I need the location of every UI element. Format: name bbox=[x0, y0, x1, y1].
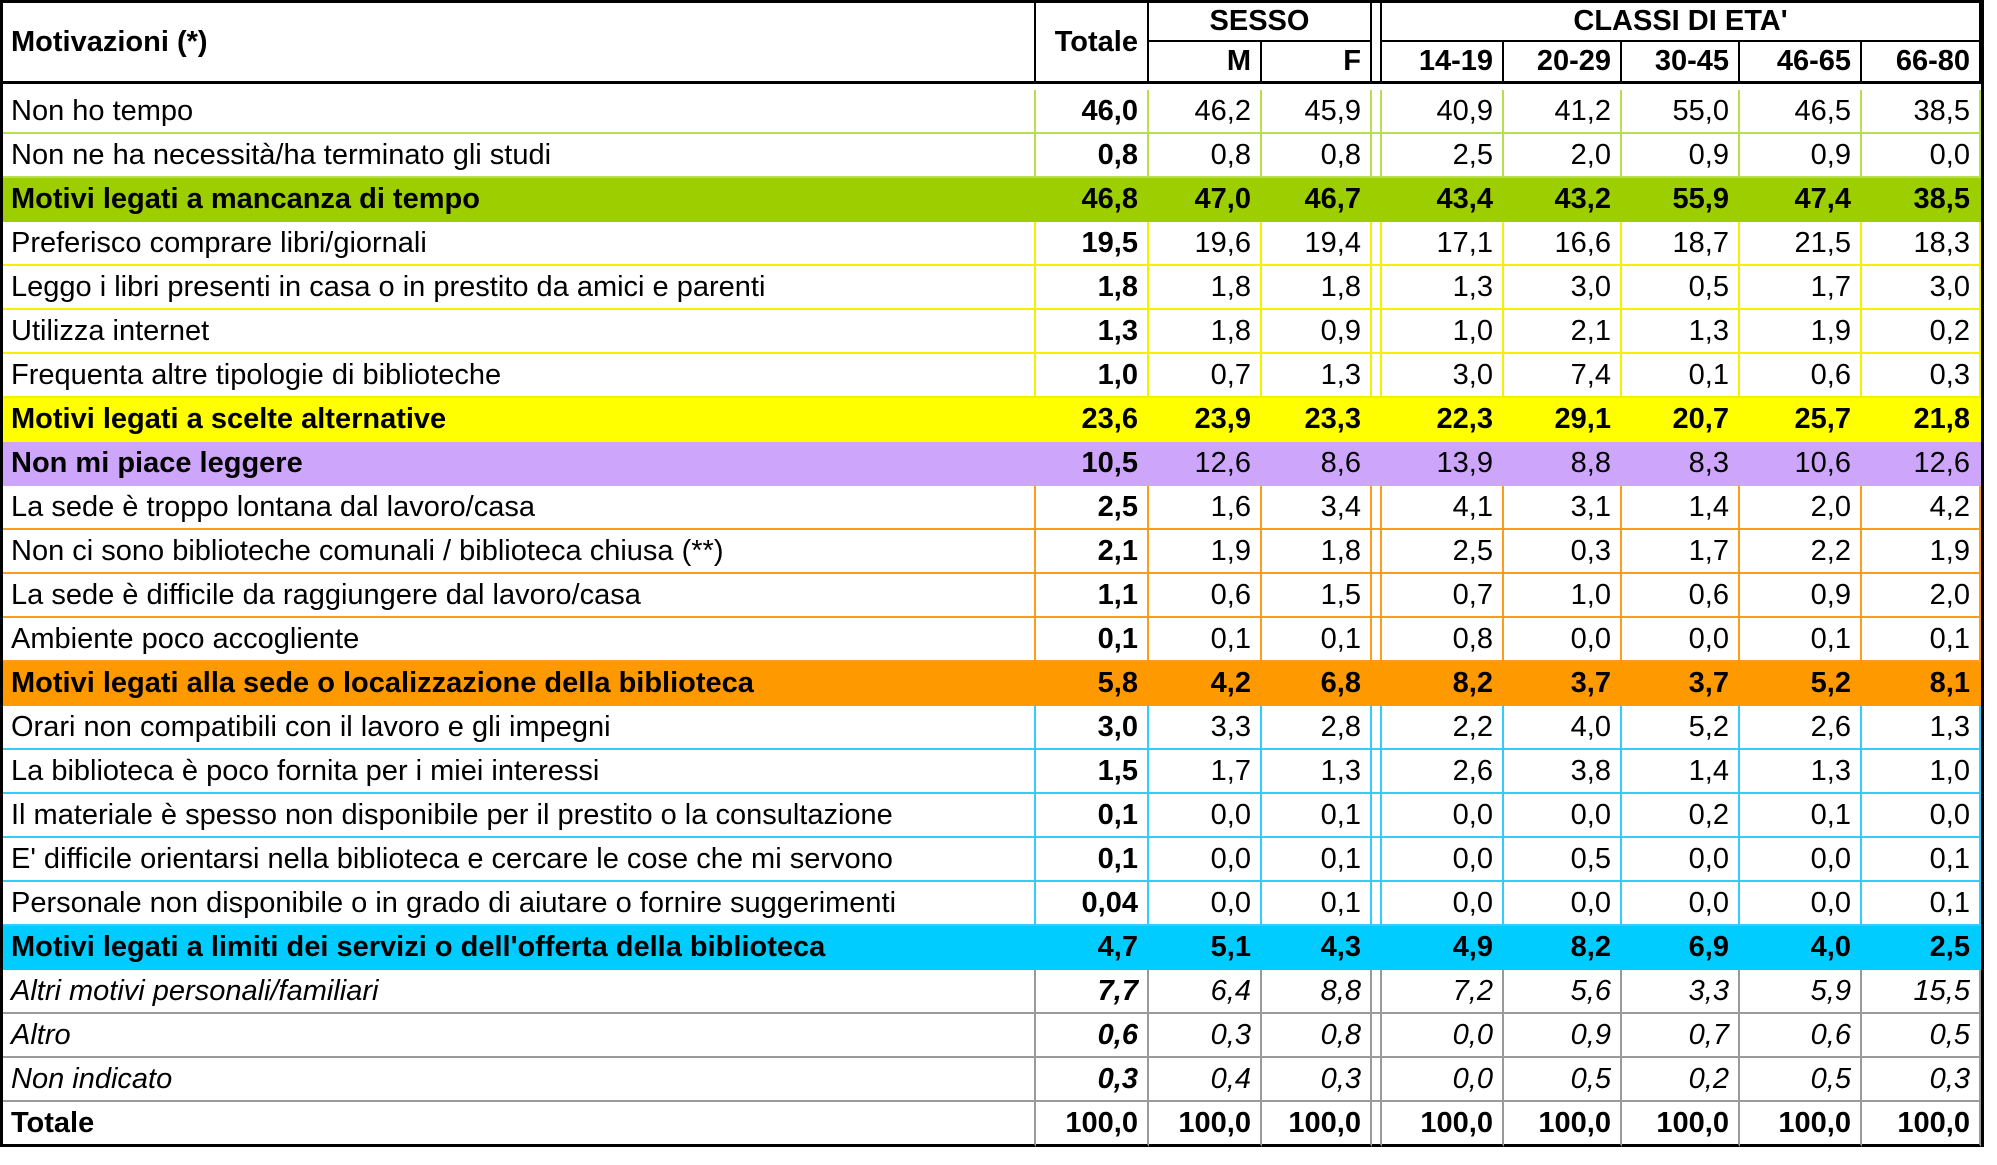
row-totale: 1,8 bbox=[1036, 266, 1149, 310]
row-label: Il materiale è spesso non disponibile per il prestito o la consultazione bbox=[3, 794, 1036, 838]
row-age-2: 5,2 bbox=[1622, 706, 1740, 750]
row-totale: 100,0 bbox=[1036, 1102, 1149, 1147]
row-separator bbox=[1372, 618, 1382, 662]
row-m: 1,8 bbox=[1149, 266, 1262, 310]
row-age-4: 0,1 bbox=[1862, 838, 1981, 882]
row-age-2: 0,0 bbox=[1622, 838, 1740, 882]
row-m: 0,3 bbox=[1149, 1014, 1262, 1058]
row-age-0: 0,0 bbox=[1382, 1014, 1504, 1058]
row-totale: 1,5 bbox=[1036, 750, 1149, 794]
row-age-4: 8,1 bbox=[1862, 662, 1981, 706]
row-age-2: 0,2 bbox=[1622, 794, 1740, 838]
row-label: Motivi legati alla sede o localizzazione della biblioteca bbox=[3, 662, 1036, 706]
row-m: 5,1 bbox=[1149, 926, 1262, 970]
row-age-3: 0,1 bbox=[1740, 618, 1862, 662]
row-age-0: 17,1 bbox=[1382, 222, 1504, 266]
row-age-3: 0,0 bbox=[1740, 838, 1862, 882]
row-f: 45,9 bbox=[1262, 90, 1372, 134]
row-f: 0,1 bbox=[1262, 838, 1372, 882]
row-label: Utilizza internet bbox=[3, 310, 1036, 354]
row-label: Preferisco comprare libri/giornali bbox=[3, 222, 1036, 266]
row-age-3: 47,4 bbox=[1740, 178, 1862, 222]
table-row bbox=[3, 1058, 1981, 1102]
row-age-4: 1,9 bbox=[1862, 530, 1981, 574]
row-age-3: 0,5 bbox=[1740, 1058, 1862, 1102]
row-age-3: 0,1 bbox=[1740, 794, 1862, 838]
row-age-2: 1,3 bbox=[1622, 310, 1740, 354]
row-age-3: 5,9 bbox=[1740, 970, 1862, 1014]
row-age-1: 3,7 bbox=[1504, 662, 1622, 706]
row-age-4: 12,6 bbox=[1862, 442, 1981, 486]
row-totale: 10,5 bbox=[1036, 442, 1149, 486]
row-age-1: 2,1 bbox=[1504, 310, 1622, 354]
row-age-4: 1,3 bbox=[1862, 706, 1981, 750]
row-totale: 1,3 bbox=[1036, 310, 1149, 354]
row-age-3: 0,9 bbox=[1740, 574, 1862, 618]
row-totale: 2,5 bbox=[1036, 486, 1149, 530]
row-age-2: 0,5 bbox=[1622, 266, 1740, 310]
row-label: Non indicato bbox=[3, 1058, 1036, 1102]
table-row bbox=[3, 574, 1981, 618]
row-separator bbox=[1372, 970, 1382, 1014]
row-age-1: 0,0 bbox=[1504, 794, 1622, 838]
row-f: 2,8 bbox=[1262, 706, 1372, 750]
table-body bbox=[3, 90, 1981, 1147]
row-age-0: 100,0 bbox=[1382, 1102, 1504, 1147]
row-age-0: 0,7 bbox=[1382, 574, 1504, 618]
row-age-0: 2,5 bbox=[1382, 530, 1504, 574]
row-separator bbox=[1372, 794, 1382, 838]
row-age-1: 0,9 bbox=[1504, 1014, 1622, 1058]
row-age-3: 5,2 bbox=[1740, 662, 1862, 706]
row-f: 4,3 bbox=[1262, 926, 1372, 970]
row-age-1: 43,2 bbox=[1504, 178, 1622, 222]
row-age-4: 2,5 bbox=[1862, 926, 1981, 970]
row-age-3: 0,9 bbox=[1740, 134, 1862, 178]
row-m: 1,9 bbox=[1149, 530, 1262, 574]
row-age-4: 100,0 bbox=[1862, 1102, 1981, 1147]
row-f: 6,8 bbox=[1262, 662, 1372, 706]
row-age-1: 0,5 bbox=[1504, 838, 1622, 882]
row-age-4: 3,0 bbox=[1862, 266, 1981, 310]
header-motivazioni: Motivazioni (*) bbox=[3, 3, 1036, 84]
row-age-1: 3,0 bbox=[1504, 266, 1622, 310]
row-f: 0,1 bbox=[1262, 882, 1372, 926]
row-f: 23,3 bbox=[1262, 398, 1372, 442]
table-row bbox=[3, 134, 1981, 178]
row-m: 100,0 bbox=[1149, 1102, 1262, 1147]
table-row bbox=[3, 750, 1981, 794]
row-m: 4,2 bbox=[1149, 662, 1262, 706]
row-age-2: 8,3 bbox=[1622, 442, 1740, 486]
row-m: 0,4 bbox=[1149, 1058, 1262, 1102]
row-totale: 2,1 bbox=[1036, 530, 1149, 574]
table-row bbox=[3, 882, 1981, 926]
row-totale: 1,1 bbox=[1036, 574, 1149, 618]
row-separator bbox=[1372, 882, 1382, 926]
row-age-3: 10,6 bbox=[1740, 442, 1862, 486]
row-separator bbox=[1372, 398, 1382, 442]
row-age-1: 0,5 bbox=[1504, 1058, 1622, 1102]
header-totale: Totale bbox=[1036, 3, 1149, 84]
row-totale: 19,5 bbox=[1036, 222, 1149, 266]
row-f: 1,8 bbox=[1262, 530, 1372, 574]
header-age-4: 66-80 bbox=[1862, 42, 1981, 84]
row-age-0: 22,3 bbox=[1382, 398, 1504, 442]
row-f: 100,0 bbox=[1262, 1102, 1372, 1147]
table-row bbox=[3, 1102, 1981, 1147]
row-m: 1,7 bbox=[1149, 750, 1262, 794]
row-age-0: 0,0 bbox=[1382, 882, 1504, 926]
row-age-1: 100,0 bbox=[1504, 1102, 1622, 1147]
row-age-0: 4,9 bbox=[1382, 926, 1504, 970]
row-age-1: 16,6 bbox=[1504, 222, 1622, 266]
header-sesso: SESSO bbox=[1149, 3, 1372, 42]
row-label: Motivi legati a limiti dei servizi o dell'offerta della biblioteca bbox=[3, 926, 1036, 970]
row-age-4: 0,3 bbox=[1862, 354, 1981, 398]
table-row bbox=[3, 266, 1981, 310]
row-age-2: 0,6 bbox=[1622, 574, 1740, 618]
row-age-3: 46,5 bbox=[1740, 90, 1862, 134]
header-classi-eta: CLASSI DI ETA' bbox=[1382, 3, 1981, 42]
row-age-0: 3,0 bbox=[1382, 354, 1504, 398]
row-f: 3,4 bbox=[1262, 486, 1372, 530]
row-m: 0,0 bbox=[1149, 838, 1262, 882]
row-m: 12,6 bbox=[1149, 442, 1262, 486]
table-row bbox=[3, 398, 1981, 442]
row-totale: 4,7 bbox=[1036, 926, 1149, 970]
row-age-0: 2,6 bbox=[1382, 750, 1504, 794]
row-label: Non ne ha necessità/ha terminato gli studi bbox=[3, 134, 1036, 178]
row-age-3: 2,2 bbox=[1740, 530, 1862, 574]
row-age-3: 0,6 bbox=[1740, 354, 1862, 398]
row-label: Non ho tempo bbox=[3, 90, 1036, 134]
row-totale: 0,1 bbox=[1036, 838, 1149, 882]
row-age-0: 1,3 bbox=[1382, 266, 1504, 310]
row-m: 1,8 bbox=[1149, 310, 1262, 354]
row-age-4: 0,0 bbox=[1862, 134, 1981, 178]
row-totale: 0,1 bbox=[1036, 618, 1149, 662]
row-age-2: 0,0 bbox=[1622, 882, 1740, 926]
row-m: 3,3 bbox=[1149, 706, 1262, 750]
row-age-0: 0,0 bbox=[1382, 794, 1504, 838]
row-totale: 46,8 bbox=[1036, 178, 1149, 222]
table-row bbox=[3, 222, 1981, 266]
row-label: Motivi legati a mancanza di tempo bbox=[3, 178, 1036, 222]
row-age-1: 4,0 bbox=[1504, 706, 1622, 750]
table-row bbox=[3, 178, 1981, 222]
header-age-2: 30-45 bbox=[1622, 42, 1740, 84]
row-label: Non mi piace leggere bbox=[3, 442, 1036, 486]
row-age-3: 1,7 bbox=[1740, 266, 1862, 310]
row-f: 0,1 bbox=[1262, 794, 1372, 838]
row-label: Motivi legati a scelte alternative bbox=[3, 398, 1036, 442]
row-f: 1,8 bbox=[1262, 266, 1372, 310]
row-m: 6,4 bbox=[1149, 970, 1262, 1014]
row-age-0: 40,9 bbox=[1382, 90, 1504, 134]
row-separator bbox=[1372, 1014, 1382, 1058]
row-age-4: 0,5 bbox=[1862, 1014, 1981, 1058]
row-f: 0,1 bbox=[1262, 618, 1372, 662]
row-f: 0,8 bbox=[1262, 1014, 1372, 1058]
row-totale: 46,0 bbox=[1036, 90, 1149, 134]
row-totale: 5,8 bbox=[1036, 662, 1149, 706]
row-age-2: 3,7 bbox=[1622, 662, 1740, 706]
row-age-1: 0,0 bbox=[1504, 618, 1622, 662]
row-totale: 0,3 bbox=[1036, 1058, 1149, 1102]
row-age-2: 1,4 bbox=[1622, 750, 1740, 794]
row-age-2: 3,3 bbox=[1622, 970, 1740, 1014]
row-separator bbox=[1372, 354, 1382, 398]
row-age-2: 0,2 bbox=[1622, 1058, 1740, 1102]
table-row bbox=[3, 442, 1981, 486]
row-age-1: 41,2 bbox=[1504, 90, 1622, 134]
header-age-1: 20-29 bbox=[1504, 42, 1622, 84]
row-age-0: 8,2 bbox=[1382, 662, 1504, 706]
row-separator bbox=[1372, 486, 1382, 530]
row-age-0: 7,2 bbox=[1382, 970, 1504, 1014]
row-m: 0,0 bbox=[1149, 882, 1262, 926]
row-age-4: 0,3 bbox=[1862, 1058, 1981, 1102]
row-age-4: 18,3 bbox=[1862, 222, 1981, 266]
table-row bbox=[3, 486, 1981, 530]
table-row bbox=[3, 970, 1981, 1014]
row-age-1: 0,0 bbox=[1504, 882, 1622, 926]
row-f: 1,3 bbox=[1262, 354, 1372, 398]
row-age-2: 6,9 bbox=[1622, 926, 1740, 970]
row-age-4: 15,5 bbox=[1862, 970, 1981, 1014]
row-separator bbox=[1372, 926, 1382, 970]
row-age-4: 21,8 bbox=[1862, 398, 1981, 442]
row-age-1: 8,2 bbox=[1504, 926, 1622, 970]
row-totale: 3,0 bbox=[1036, 706, 1149, 750]
row-age-2: 20,7 bbox=[1622, 398, 1740, 442]
row-label: Ambiente poco accogliente bbox=[3, 618, 1036, 662]
row-separator bbox=[1372, 310, 1382, 354]
table-row bbox=[3, 662, 1981, 706]
row-label: Frequenta altre tipologie di biblioteche bbox=[3, 354, 1036, 398]
row-age-2: 18,7 bbox=[1622, 222, 1740, 266]
row-age-3: 2,6 bbox=[1740, 706, 1862, 750]
row-age-0: 0,0 bbox=[1382, 838, 1504, 882]
row-separator bbox=[1372, 266, 1382, 310]
row-age-3: 100,0 bbox=[1740, 1102, 1862, 1147]
row-age-1: 29,1 bbox=[1504, 398, 1622, 442]
row-separator bbox=[1372, 1058, 1382, 1102]
row-f: 19,4 bbox=[1262, 222, 1372, 266]
row-f: 8,8 bbox=[1262, 970, 1372, 1014]
row-age-2: 0,1 bbox=[1622, 354, 1740, 398]
row-label: La biblioteca è poco fornita per i miei interessi bbox=[3, 750, 1036, 794]
row-label: La sede è troppo lontana dal lavoro/casa bbox=[3, 486, 1036, 530]
row-separator bbox=[1372, 178, 1382, 222]
row-totale: 0,8 bbox=[1036, 134, 1149, 178]
row-label: Personale non disponibile o in grado di aiutare o fornire suggerimenti bbox=[3, 882, 1036, 926]
row-age-4: 0,1 bbox=[1862, 882, 1981, 926]
row-separator bbox=[1372, 134, 1382, 178]
row-totale: 0,6 bbox=[1036, 1014, 1149, 1058]
row-label: Altro bbox=[3, 1014, 1036, 1058]
row-totale: 7,7 bbox=[1036, 970, 1149, 1014]
row-separator bbox=[1372, 1102, 1382, 1147]
table-row bbox=[3, 1014, 1981, 1058]
row-label: Altri motivi personali/familiari bbox=[3, 970, 1036, 1014]
row-age-4: 0,2 bbox=[1862, 310, 1981, 354]
row-age-4: 0,1 bbox=[1862, 618, 1981, 662]
row-age-1: 3,8 bbox=[1504, 750, 1622, 794]
row-m: 47,0 bbox=[1149, 178, 1262, 222]
row-age-1: 1,0 bbox=[1504, 574, 1622, 618]
header-m: M bbox=[1149, 42, 1262, 84]
row-m: 1,6 bbox=[1149, 486, 1262, 530]
row-age-3: 25,7 bbox=[1740, 398, 1862, 442]
row-age-2: 1,7 bbox=[1622, 530, 1740, 574]
table-row bbox=[3, 706, 1981, 750]
row-age-3: 1,3 bbox=[1740, 750, 1862, 794]
row-age-1: 0,3 bbox=[1504, 530, 1622, 574]
row-separator bbox=[1372, 750, 1382, 794]
table-row bbox=[3, 926, 1981, 970]
row-age-4: 38,5 bbox=[1862, 178, 1981, 222]
row-age-1: 5,6 bbox=[1504, 970, 1622, 1014]
row-age-0: 0,0 bbox=[1382, 1058, 1504, 1102]
table-row bbox=[3, 618, 1981, 662]
header-separator bbox=[1372, 3, 1382, 84]
row-m: 23,9 bbox=[1149, 398, 1262, 442]
row-f: 46,7 bbox=[1262, 178, 1372, 222]
row-age-2: 0,0 bbox=[1622, 618, 1740, 662]
row-age-2: 55,0 bbox=[1622, 90, 1740, 134]
row-f: 1,5 bbox=[1262, 574, 1372, 618]
row-age-2: 1,4 bbox=[1622, 486, 1740, 530]
row-age-3: 0,6 bbox=[1740, 1014, 1862, 1058]
row-f: 8,6 bbox=[1262, 442, 1372, 486]
row-age-1: 8,8 bbox=[1504, 442, 1622, 486]
row-age-4: 38,5 bbox=[1862, 90, 1981, 134]
row-f: 0,9 bbox=[1262, 310, 1372, 354]
header-f: F bbox=[1262, 42, 1372, 84]
header-age-3: 46-65 bbox=[1740, 42, 1862, 84]
table-row bbox=[3, 838, 1981, 882]
table-row bbox=[3, 354, 1981, 398]
row-age-4: 4,2 bbox=[1862, 486, 1981, 530]
row-totale: 23,6 bbox=[1036, 398, 1149, 442]
header-age-0: 14-19 bbox=[1382, 42, 1504, 84]
row-age-4: 2,0 bbox=[1862, 574, 1981, 618]
row-age-1: 2,0 bbox=[1504, 134, 1622, 178]
row-age-0: 0,8 bbox=[1382, 618, 1504, 662]
row-m: 0,0 bbox=[1149, 794, 1262, 838]
row-age-0: 2,2 bbox=[1382, 706, 1504, 750]
row-separator bbox=[1372, 530, 1382, 574]
row-m: 0,1 bbox=[1149, 618, 1262, 662]
row-m: 46,2 bbox=[1149, 90, 1262, 134]
row-separator bbox=[1372, 90, 1382, 134]
row-f: 0,8 bbox=[1262, 134, 1372, 178]
row-separator bbox=[1372, 442, 1382, 486]
row-age-3: 4,0 bbox=[1740, 926, 1862, 970]
row-label: E' difficile orientarsi nella biblioteca e cercare le cose che mi servono bbox=[3, 838, 1036, 882]
header-row-top bbox=[3, 3, 1981, 42]
row-f: 1,3 bbox=[1262, 750, 1372, 794]
table-row bbox=[3, 90, 1981, 134]
row-age-3: 0,0 bbox=[1740, 882, 1862, 926]
row-label: Non ci sono biblioteche comunali / biblioteca chiusa (**) bbox=[3, 530, 1036, 574]
row-label: Orari non compatibili con il lavoro e gli impegni bbox=[3, 706, 1036, 750]
row-totale: 0,1 bbox=[1036, 794, 1149, 838]
row-label: Leggo i libri presenti in casa o in prestito da amici e parenti bbox=[3, 266, 1036, 310]
row-label: La sede è difficile da raggiungere dal lavoro/casa bbox=[3, 574, 1036, 618]
row-separator bbox=[1372, 706, 1382, 750]
row-age-0: 43,4 bbox=[1382, 178, 1504, 222]
row-age-4: 1,0 bbox=[1862, 750, 1981, 794]
row-m: 19,6 bbox=[1149, 222, 1262, 266]
row-age-0: 13,9 bbox=[1382, 442, 1504, 486]
table-row bbox=[3, 530, 1981, 574]
row-age-2: 0,7 bbox=[1622, 1014, 1740, 1058]
row-age-1: 3,1 bbox=[1504, 486, 1622, 530]
row-f: 0,3 bbox=[1262, 1058, 1372, 1102]
row-age-2: 55,9 bbox=[1622, 178, 1740, 222]
row-separator bbox=[1372, 574, 1382, 618]
row-totale: 0,04 bbox=[1036, 882, 1149, 926]
row-age-4: 0,0 bbox=[1862, 794, 1981, 838]
row-separator bbox=[1372, 222, 1382, 266]
row-m: 0,8 bbox=[1149, 134, 1262, 178]
row-age-0: 2,5 bbox=[1382, 134, 1504, 178]
row-age-2: 100,0 bbox=[1622, 1102, 1740, 1147]
row-age-0: 1,0 bbox=[1382, 310, 1504, 354]
row-age-1: 7,4 bbox=[1504, 354, 1622, 398]
row-separator bbox=[1372, 662, 1382, 706]
row-age-3: 1,9 bbox=[1740, 310, 1862, 354]
row-age-2: 0,9 bbox=[1622, 134, 1740, 178]
row-totale: 1,0 bbox=[1036, 354, 1149, 398]
row-separator bbox=[1372, 838, 1382, 882]
table-row bbox=[3, 794, 1981, 838]
row-m: 0,7 bbox=[1149, 354, 1262, 398]
row-m: 0,6 bbox=[1149, 574, 1262, 618]
row-age-3: 2,0 bbox=[1740, 486, 1862, 530]
table-row bbox=[3, 310, 1981, 354]
row-label: Totale bbox=[3, 1102, 1036, 1147]
row-age-0: 4,1 bbox=[1382, 486, 1504, 530]
row-age-3: 21,5 bbox=[1740, 222, 1862, 266]
